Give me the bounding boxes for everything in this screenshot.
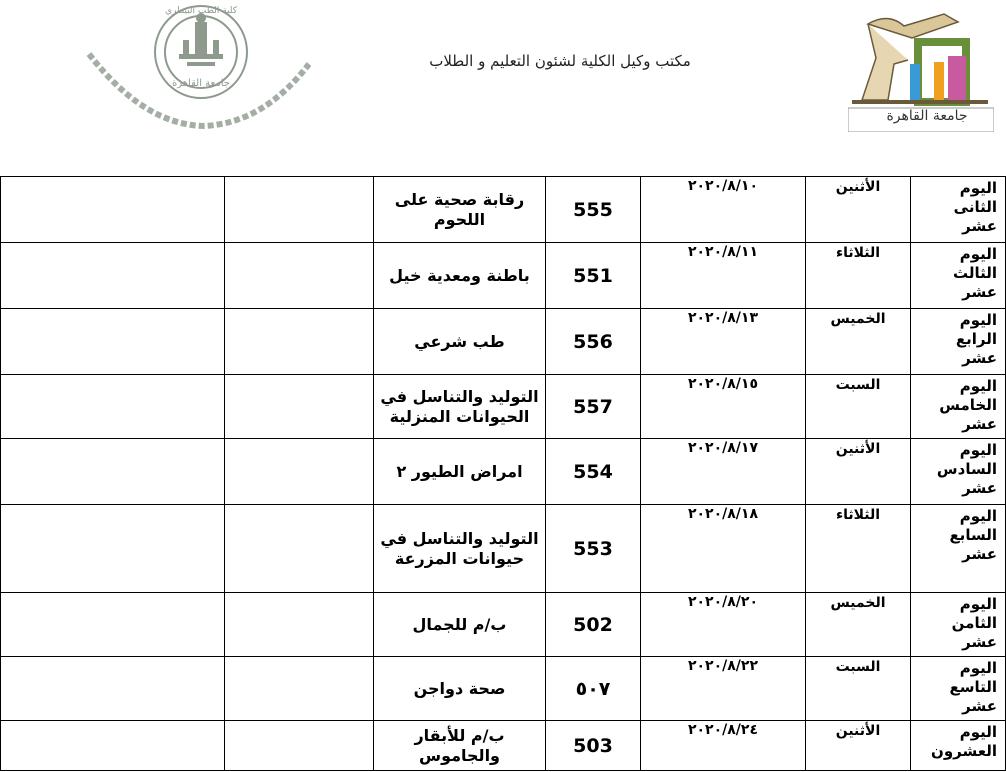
empty-cell: [225, 243, 374, 309]
subject-cell: التوليد والتناسل في حيوانات المزرعة: [374, 505, 546, 593]
day-label-line: الثالث: [952, 264, 997, 282]
course-code-cell: 554: [546, 439, 641, 505]
day-label-line: عشر: [962, 283, 997, 301]
empty-cell: [225, 505, 374, 593]
weekday-cell: الثلاثاء: [806, 505, 911, 593]
empty-cell: [1, 721, 225, 771]
course-code-cell: 503: [546, 721, 641, 771]
weekday-cell: الأثنين: [806, 177, 911, 243]
table-row: [1, 505, 1006, 593]
empty-cell: [1, 177, 225, 243]
subject-cell: طب شرعي: [374, 309, 546, 375]
empty-cell: [1, 505, 225, 593]
day-label-line: اليوم: [959, 659, 997, 677]
day-label-line: الرابع: [955, 330, 997, 348]
day-label-line: عشر: [962, 349, 997, 367]
subject-cell: ب/م للجمال: [374, 593, 546, 657]
office-title: مكتب وكيل الكلية لشئون التعليم و الطلاب: [429, 52, 691, 70]
day-cell: [911, 657, 1006, 721]
day-cell: [911, 593, 1006, 657]
day-cell: [911, 309, 1006, 375]
table-row: [1, 177, 1006, 243]
day-label-line: عشر: [962, 697, 997, 715]
course-code-cell: 551: [546, 243, 641, 309]
day-label-line: عشر: [962, 415, 997, 433]
weekday-cell: الثلاثاء: [806, 243, 911, 309]
date-cell: ٢٠٢٠/٨/١٥: [641, 375, 806, 439]
empty-cell: [1, 243, 225, 309]
empty-cell: [1, 309, 225, 375]
date-cell: ٢٠٢٠/٨/٢٤: [641, 721, 806, 771]
day-label-line: اليوم: [959, 595, 997, 613]
empty-cell: [225, 439, 374, 505]
day-label-line: اليوم: [959, 311, 997, 329]
subject-cell: باطنة ومعدية خيل: [374, 243, 546, 309]
course-code-cell: 555: [546, 177, 641, 243]
empty-cell: [225, 657, 374, 721]
subject-cell: رقابة صحية على اللحوم: [374, 177, 546, 243]
day-label-line: عشر: [962, 633, 997, 651]
date-cell: ٢٠٢٠/٨/١٣: [641, 309, 806, 375]
date-cell: ٢٠٢٠/٨/١٠: [641, 177, 806, 243]
course-code-cell: 556: [546, 309, 641, 375]
exam-schedule-table: [0, 176, 1006, 771]
weekday-cell: الأثنين: [806, 439, 911, 505]
table-row: [1, 593, 1006, 657]
date-cell: ٢٠٢٠/٨/١٧: [641, 439, 806, 505]
subject-cell: ب/م للأبقار والجاموس: [374, 721, 546, 771]
day-label-line: اليوم: [959, 179, 997, 197]
empty-cell: [1, 657, 225, 721]
weekday-cell: السبت: [806, 657, 911, 721]
weekday-cell: الخميس: [806, 593, 911, 657]
day-label-line: عشر: [962, 545, 997, 563]
empty-cell: [1, 375, 225, 439]
day-cell: [911, 177, 1006, 243]
table-row: [1, 439, 1006, 505]
weekday-cell: الأثنين: [806, 721, 911, 771]
day-cell: [911, 243, 1006, 309]
date-cell: ٢٠٢٠/٨/١٨: [641, 505, 806, 593]
seal-top-text: كلية الطب البيطري: [164, 6, 238, 16]
date-cell: ٢٠٢٠/٨/٢٠: [641, 593, 806, 657]
table-row: [1, 721, 1006, 771]
date-cell: ٢٠٢٠/٨/١١: [641, 243, 806, 309]
subject-cell: التوليد والتناسل في الحيوانات المنزلية: [374, 375, 546, 439]
course-code-cell: 502: [546, 593, 641, 657]
day-label-line: الثانى: [953, 198, 997, 216]
day-label-line: السادس: [936, 460, 997, 478]
table-row: [1, 243, 1006, 309]
weekday-cell: السبت: [806, 375, 911, 439]
empty-cell: [225, 375, 374, 439]
document-header: [0, 0, 1006, 175]
day-cell: [911, 505, 1006, 593]
day-cell: [911, 375, 1006, 439]
course-code-cell: 553: [546, 505, 641, 593]
empty-cell: [1, 439, 225, 505]
day-label-line: العشرون: [931, 742, 997, 760]
day-label-line: الثامن: [951, 614, 997, 632]
subject-cell: امراض الطيور ٢: [374, 439, 546, 505]
course-code-cell: ٥٠٧: [546, 657, 641, 721]
empty-cell: [225, 177, 374, 243]
empty-cell: [1, 593, 225, 657]
table-row: [1, 375, 1006, 439]
seal-bottom-text: جامعة القاهرة: [172, 78, 230, 89]
weekday-cell: الخميس: [806, 309, 911, 375]
day-label-line: الخامس: [939, 396, 997, 414]
day-label-line: اليوم: [959, 245, 997, 263]
day-label-line: السابع: [949, 526, 997, 544]
table-row: [1, 657, 1006, 721]
day-cell: [911, 721, 1006, 771]
table-row: [1, 309, 1006, 375]
course-code-cell: 557: [546, 375, 641, 439]
day-label-line: اليوم: [959, 377, 997, 395]
day-label-line: اليوم: [959, 441, 997, 459]
empty-cell: [225, 721, 374, 771]
date-cell: ٢٠٢٠/٨/٢٢: [641, 657, 806, 721]
university-label: جامعة القاهرة: [886, 108, 968, 124]
day-label-line: اليوم: [959, 507, 997, 525]
day-cell: [911, 439, 1006, 505]
day-label-line: عشر: [962, 217, 997, 235]
day-label-line: التاسع: [949, 678, 997, 696]
empty-cell: [225, 593, 374, 657]
day-label-line: عشر: [962, 479, 997, 497]
faculty-seal-logo: [83, 4, 311, 136]
subject-cell: صحة دواجن: [374, 657, 546, 721]
day-label-line: اليوم: [959, 723, 997, 741]
empty-cell: [225, 309, 374, 375]
